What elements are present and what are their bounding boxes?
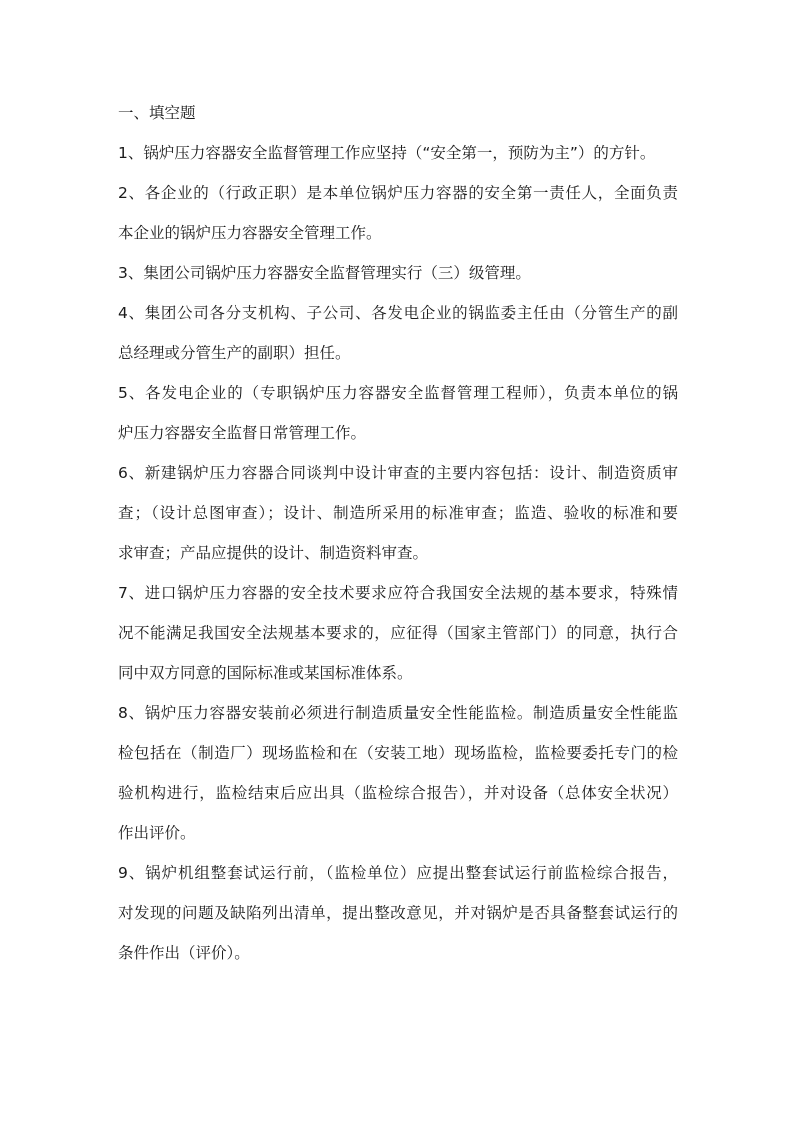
question-line: 3、集团公司锅炉压力容器安全监督管理实行（三）级管理。 <box>118 264 531 282</box>
question-line: 同中双方同意的国际标准或某国标准体系。 <box>118 664 413 682</box>
question-line: 查；（设计总图审查）；设计、制造所采用的标准审查；监造、验收的标准和要 <box>118 504 678 522</box>
section-title: 一、填空题 <box>118 104 196 122</box>
question-line: 求审查；产品应提供的设计、制造资料审查。 <box>118 544 429 562</box>
document-body <box>118 103 678 983</box>
question-line: 对发现的问题及缺陷列出清单，提出整改意见，并对锅炉是否具备整套试运行的 <box>118 904 678 922</box>
question-line: 1、锅炉压力容器安全监督管理工作应坚持（“安全第一，预防为主”）的方针。 <box>118 144 656 162</box>
question-line: 7、进口锅炉压力容器的安全技术要求应符合我国安全法规的基本要求，特殊情 <box>118 584 678 602</box>
question-line: 况不能满足我国安全法规基本要求的，应征得（国家主管部门）的同意，执行合 <box>118 624 678 642</box>
question-line: 2、各企业的（行政正职）是本单位锅炉压力容器的安全第一责任人，全面负责 <box>118 184 678 202</box>
question-line: 6、新建锅炉压力容器合同谈判中设计审查的主要内容包括：设计、制造资质审 <box>118 464 678 482</box>
question-line: 9、锅炉机组整套试运行前，（监检单位）应提出整套试运行前监检综合报告， <box>118 864 678 882</box>
question-line: 炉压力容器安全监督日常管理工作。 <box>118 424 367 442</box>
question-5 <box>118 383 678 443</box>
question-line: 本企业的锅炉压力容器安全管理工作。 <box>118 224 382 242</box>
question-line: 验机构进行，监检结束后应出具（监检综合报告），并对设备（总体安全状况） <box>118 784 678 802</box>
question-7 <box>118 583 678 683</box>
question-line: 8、锅炉压力容器安装前必须进行制造质量安全性能监检。制造质量安全性能监 <box>118 704 678 722</box>
question-line: 作出评价。 <box>118 824 196 842</box>
question-6 <box>118 463 678 563</box>
question-8 <box>118 703 678 843</box>
question-line: 4、集团公司各分支机构、子公司、各发电企业的锅监委主任由（分管生产的副 <box>118 304 678 322</box>
question-line: 条件作出（评价）。 <box>118 944 250 962</box>
question-line: 5、各发电企业的（专职锅炉压力容器安全监督管理工程师），负责本单位的锅 <box>118 384 678 402</box>
question-9 <box>118 863 678 963</box>
question-1 <box>118 143 678 163</box>
question-2 <box>118 183 678 243</box>
question-3 <box>118 263 678 283</box>
question-4 <box>118 303 678 363</box>
question-line: 总经理或分管生产的副职）担任。 <box>118 344 351 362</box>
question-line: 检包括在（制造厂）现场监检和在（安装工地）现场监检，监检要委托专门的检 <box>118 744 678 762</box>
